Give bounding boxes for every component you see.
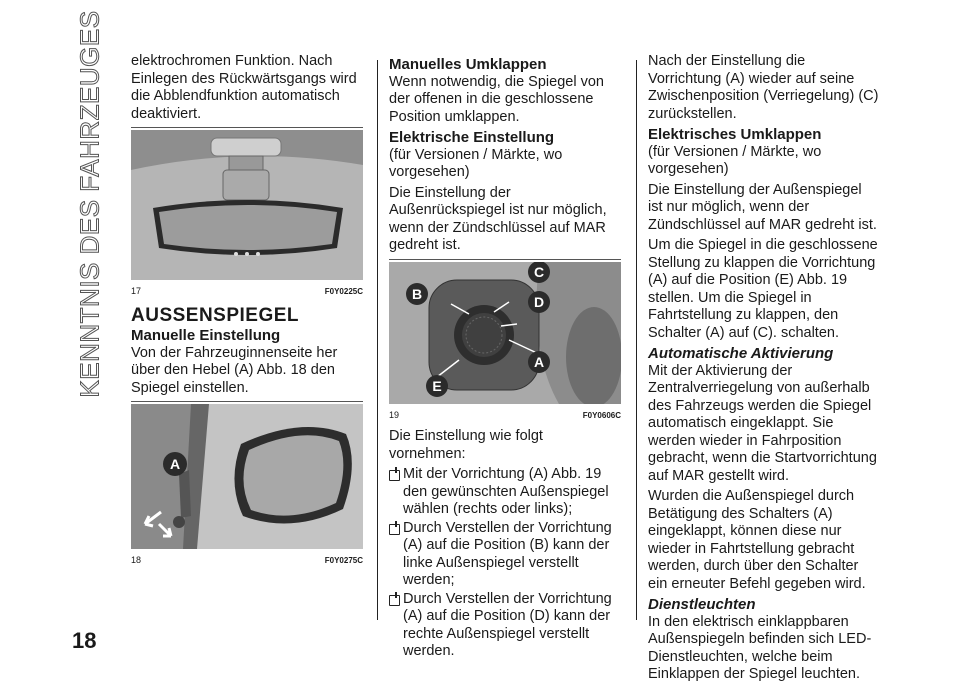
body-paragraph: Um die Spiegel in die geschlossene Stellung zu klappen die Vorrichtung (A) auf die Position (E) Abb. 19 stellen. Um die Spiegel in Fahrtstellung zu klappen, den Schalter (A) auf (C). schalten. bbox=[648, 237, 878, 341]
chapter-side-title bbox=[72, 10, 108, 398]
figure-number: 18 bbox=[131, 555, 142, 565]
figure-code: F0Y0275C bbox=[324, 556, 363, 565]
subheading: Elektrisches Umklappen bbox=[648, 126, 822, 143]
column-2 bbox=[389, 53, 621, 662]
callout-label-c: C bbox=[533, 263, 545, 280]
body-paragraph: Die Einstellung der Außenspiegel ist nur möglich, wenn der Zündschlüssel auf MAR gedreht ist. bbox=[648, 181, 877, 233]
figure-17 bbox=[131, 127, 363, 301]
subheading: Manuelles Umklappen bbox=[389, 56, 547, 73]
body-paragraph: Wenn notwendig, die Spiegel von der offenen in die geschlossene Position umklappen. bbox=[389, 73, 604, 125]
rearview-mirror-illustration bbox=[131, 130, 363, 280]
side-mirror-image bbox=[131, 404, 363, 549]
callout-label-a: A bbox=[169, 456, 181, 472]
list-item bbox=[389, 466, 621, 519]
body-paragraph: Die Einstellung der Außenrückspiegel ist nur möglich, wenn der Zündschlüssel auf MAR gedreht ist. bbox=[389, 184, 607, 253]
callout-label-a: A bbox=[533, 353, 545, 370]
figure-number: 17 bbox=[131, 286, 142, 296]
list-item-text: Durch Verstellen der Vorrichtung (A) auf die Position (D) kann der rechte Außenspiegel verstellt werden. bbox=[403, 590, 612, 659]
list-item-text: Durch Verstellen der Vorrichtung (A) auf die Position (B) kann der linke Außenspiegel verstellt werden; bbox=[403, 519, 612, 588]
body-paragraph: (für Versionen / Märkte, wo vorgesehen) bbox=[389, 146, 563, 180]
figure-caption bbox=[131, 552, 363, 570]
figure-code: F0Y0225C bbox=[324, 287, 363, 296]
figure-rule bbox=[131, 401, 363, 402]
column-1 bbox=[131, 53, 363, 574]
side-mirror-illustration bbox=[131, 404, 363, 549]
body-paragraph: Die Einstellung wie folgt vornehmen: bbox=[389, 428, 543, 462]
rearview-mirror-image bbox=[131, 130, 363, 280]
body-paragraph: Nach der Einstellung die Vorrichtung (A) wieder auf seine Zwischenposition (Verriegelung) (C) zurückstellen. bbox=[648, 53, 879, 122]
mirror-switch-illustration bbox=[389, 262, 621, 404]
body-paragraph: (für Versionen / Märkte, wo vorgesehen) bbox=[648, 143, 822, 177]
subheading: Elektrische Einstellung bbox=[389, 129, 555, 146]
figure-caption bbox=[389, 407, 621, 425]
intro-paragraph: elektrochromen Funktion. Nach Einlegen des Rückwärtsgangs wird die Abblendfunktion automatisch deaktiviert. bbox=[131, 53, 357, 122]
figure-18 bbox=[131, 401, 363, 570]
figure-rule bbox=[389, 259, 621, 260]
bullet-icon bbox=[389, 470, 400, 481]
body-paragraph: In den elektrisch einklappbaren Außenspiegeln befinden sich LED-Dienstleuchten, welche beim Einklappen der Spiegel leuchten. bbox=[648, 613, 872, 682]
figure-19 bbox=[389, 259, 621, 425]
list-item bbox=[389, 520, 621, 590]
section-heading: AUSSENSPIEGEL bbox=[131, 304, 300, 326]
bullet-icon bbox=[389, 524, 400, 535]
figure-code: F0Y0606C bbox=[582, 410, 621, 420]
figure-rule bbox=[131, 127, 363, 128]
column-divider bbox=[377, 60, 378, 620]
list-item bbox=[389, 591, 621, 661]
italic-subheading: Dienstleuchten bbox=[648, 596, 756, 613]
body-paragraph: Mit der Aktivierung der Zentralverriegelung von außerhalb des Fahrzeugs werden die Spiegel automatisch eingeklappt. Sie werden wieder in Fahrposition gebracht, wenn die Startvorrichtung auf MAR gestellt wird. bbox=[648, 362, 877, 484]
callout-label-d: D bbox=[533, 293, 545, 310]
subheading: Manuelle Einstellung bbox=[131, 327, 281, 344]
body-paragraph: Wurden die Außenspiegel durch Betätigung des Schalters (A) eingeklappt, können diese nur wieder in Fahrtstellung gebracht werden, durch über den Schalter ein erneuter Befehl gegeben wird. bbox=[648, 488, 866, 592]
callout-label-e: E bbox=[432, 377, 442, 394]
mirror-switch-image bbox=[389, 262, 621, 404]
list-item-text: Mit der Vorrichtung (A) Abb. 19 den gewünschten Außenspiegel wählen (rechts oder links); bbox=[403, 466, 609, 517]
bullet-icon bbox=[389, 595, 400, 606]
callout-label-b: B bbox=[411, 285, 423, 302]
column-3 bbox=[648, 53, 880, 687]
page-number: 18 bbox=[72, 628, 97, 653]
chapter-title-text: KENNTNIS DES FAHRZEUGES bbox=[74, 10, 105, 398]
figure-caption bbox=[131, 283, 363, 301]
column-divider bbox=[636, 60, 637, 620]
body-paragraph: Von der Fahrzeuginnenseite her über den Hebel (A) Abb. 18 den Spiegel einstellen. bbox=[131, 344, 338, 396]
italic-subheading: Automatische Aktivierung bbox=[648, 345, 834, 362]
figure-number: 19 bbox=[389, 409, 400, 420]
